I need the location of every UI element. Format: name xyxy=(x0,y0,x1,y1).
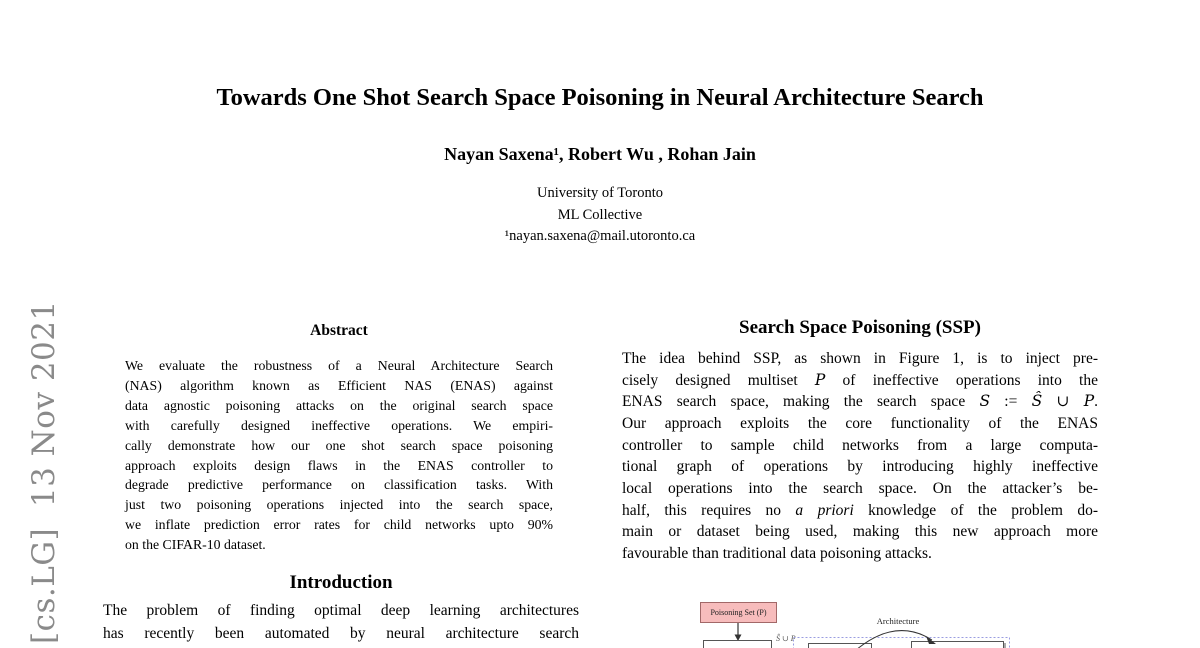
figure-diagram xyxy=(680,595,1020,648)
abstract-line: data agnostic poisoning attacks on the original search space xyxy=(125,397,553,413)
abstract-line: with carefully designed ineffective operations. We empiri- xyxy=(125,417,553,433)
ssp-line: local operations into the search space. On the attacker’s be- xyxy=(622,479,1098,497)
affiliation-line: University of Toronto xyxy=(537,185,663,201)
introduction-heading: Introduction xyxy=(289,572,393,593)
figure-union-label: Ŝ ∪ P xyxy=(776,634,796,643)
paper-title: Towards One Shot Search Space Poisoning in Neural Architecture Search xyxy=(216,84,984,111)
introduction-paragraph xyxy=(103,600,579,646)
ssp-line: cisely designed multiset P of ineffective operations into the xyxy=(622,370,1098,389)
ssp-heading: Search Space Poisoning (SSP) xyxy=(739,317,981,338)
figure-architecture-label: Architecture xyxy=(876,616,920,626)
down-arrow-icon xyxy=(735,623,742,641)
authors-line: Nayan Saxena¹, Robert Wu , Rohan Jain xyxy=(444,144,756,164)
abstract-line: cally demonstrate how our one shot search space poisoning xyxy=(125,437,553,453)
abstract-paragraph xyxy=(125,356,553,555)
affiliation-line: ¹nayan.saxena@mail.utoronto.ca xyxy=(504,228,696,244)
abstract-line: just two poisoning operations injected into the search space, xyxy=(125,497,553,513)
ssp-line: tional graph of operations by introducing highly ineffective xyxy=(622,458,1098,476)
abstract-line: We evaluate the robustness of a Neural Architecture Search xyxy=(125,358,553,373)
abstract-line: we inflate prediction error rates for child networks upto 90% xyxy=(125,517,553,533)
figure-dashed-region xyxy=(794,638,1010,648)
figure-search-space-box xyxy=(704,641,772,648)
introduction-line: The problem of finding optimal deep learning architectures xyxy=(103,602,579,619)
affiliation-block xyxy=(0,183,1200,248)
ssp-line: half, this requires no a priori knowledge of the problem do- xyxy=(622,501,1098,519)
ssp-line: Our approach exploits the core functionality of the ENAS xyxy=(622,414,1098,432)
abstract-heading: Abstract xyxy=(310,322,368,339)
ssp-line: controller to sample child networks from a large computa- xyxy=(622,436,1098,454)
introduction-line: has recently been automated by neural architecture search xyxy=(103,624,579,642)
ssp-line: favourable than traditional data poisoning attacks. xyxy=(622,544,932,562)
abstract-line: degrade predictive performance on classification tasks. With xyxy=(125,477,553,493)
ssp-paragraph xyxy=(622,348,1098,565)
abstract-line: approach exploits design flaws in the ENAS controller to xyxy=(125,457,553,473)
figure-poisoning-set-box: Poisoning Set (P) xyxy=(700,602,777,623)
ssp-line: ENAS search space, making the search space S := Ŝ ∪ P. xyxy=(622,392,1098,411)
ssp-line: The idea behind SSP, as shown in Figure 1, is to inject pre- xyxy=(622,350,1098,367)
abstract-line: (NAS) algorithm known as Efficient NAS (ENAS) against xyxy=(125,377,553,393)
arxiv-stamp: [cs.LG] 13 Nov 2021 xyxy=(26,300,62,644)
abstract-line: on the CIFAR-10 dataset. xyxy=(125,537,266,553)
affiliation-line: ML Collective xyxy=(557,206,643,223)
architecture-arc-arrow-icon xyxy=(856,631,936,648)
ssp-line: main or dataset being used, making this new approach more xyxy=(622,523,1098,541)
figure-inner-box-right xyxy=(912,642,1004,648)
